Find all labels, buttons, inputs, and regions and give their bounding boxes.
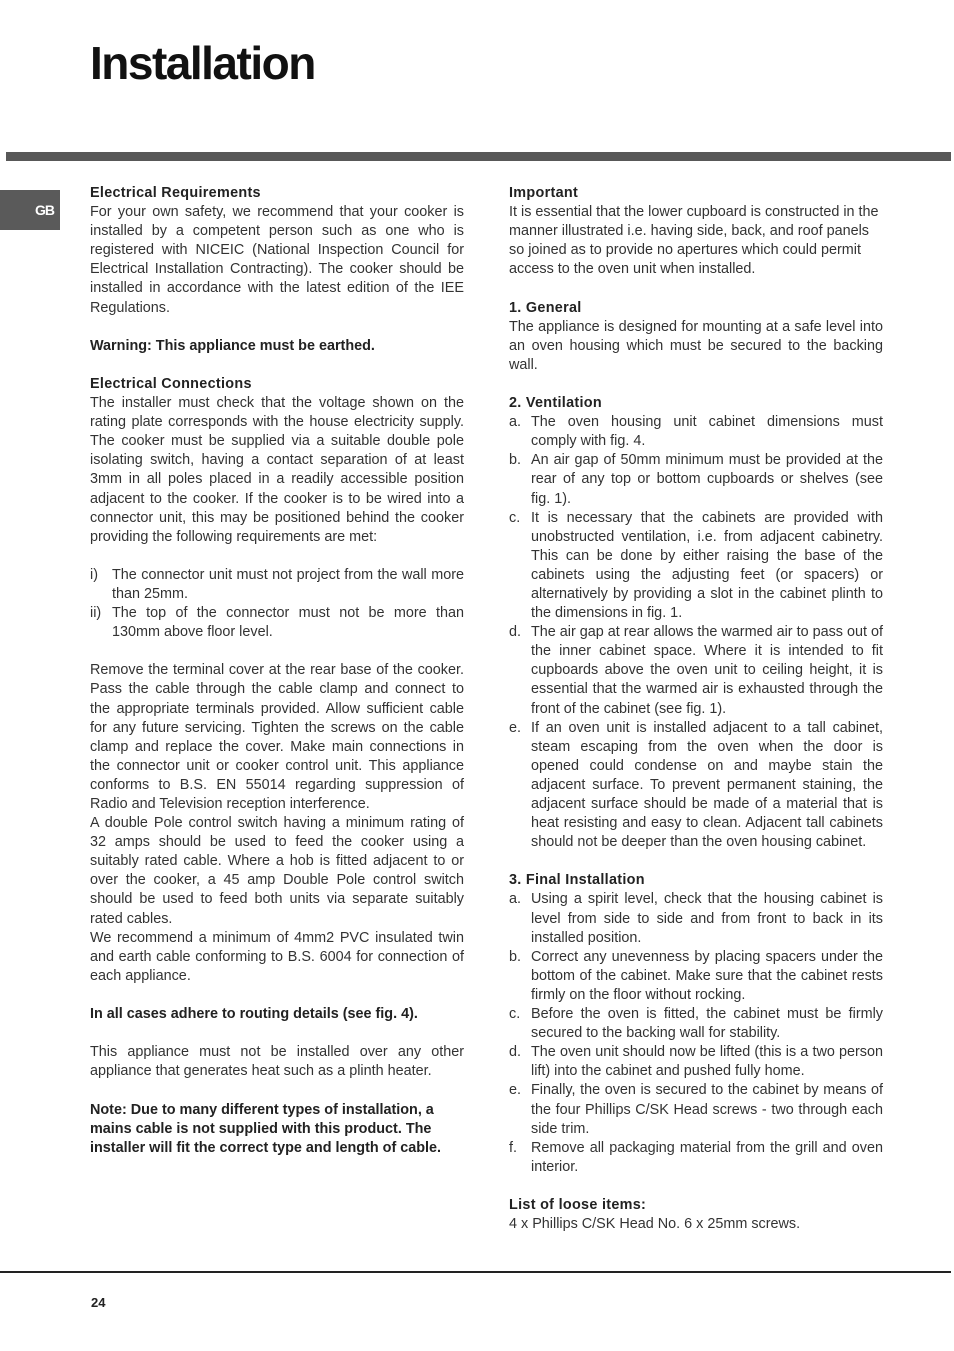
section-heading: 1. General [509, 299, 582, 316]
section-heading: Electrical Connections [90, 375, 252, 392]
section-heading: 2. Ventilation [509, 395, 602, 412]
list-marker: d. [509, 624, 522, 641]
important-section [509, 184, 883, 279]
list-item [509, 1081, 883, 1138]
list-item [509, 1139, 883, 1177]
list-item [509, 890, 883, 947]
section-heading: Important [509, 185, 579, 201]
loose-items-section [509, 1196, 883, 1234]
electrical-requirements-section [90, 184, 464, 318]
list-marker: d. [509, 1044, 522, 1061]
section-heading: 3. Final Installation [509, 872, 645, 889]
language-tab: GB [0, 190, 60, 230]
paragraph: We recommend a minimum of 4mm2 PVC insulated twin and earth cable conforming to B.S. 6004 for connection of each appliance. [90, 929, 464, 984]
paragraph: A double Pole control switch having a minimum rating of 32 amps should be used to feed the cooker using a suitably rated cable. Where a hob is fitted adjacent to or over the cooker, a 45 amp Double Pole control switch should be used to feed both units via separate suitably rated cables. [90, 815, 464, 927]
list-marker: f. [509, 1139, 517, 1156]
ventilation-section [509, 394, 883, 852]
right-column [509, 184, 883, 1253]
list-text: An air gap of 50mm minimum must be provided at the rear of any top or bottom cupboards or shelves (see fig. 1). [531, 452, 883, 507]
list-text: Remove all packaging material from the grill and oven interior. [531, 1139, 883, 1175]
list-text: The air gap at rear allows the warmed air to pass out of the inner cabinet space. Where it is intended to fit cupboards above the oven unit to ceiling height, it is essential that the warmed air is exhausted through the front of the cabinet (see fig. 1). [531, 624, 883, 717]
list-marker: b. [509, 948, 522, 965]
list-item [509, 1005, 883, 1043]
list-marker: b. [509, 452, 522, 469]
mains-cable-note: Note: Due to many different types of installation, a mains cable is not supplied with this product. The installer will fit the correct type and length of cable. [90, 1101, 442, 1156]
list-marker: e. [509, 1082, 522, 1099]
connector-requirements-list [90, 566, 464, 642]
final-installation-list [509, 890, 883, 1176]
paragraph: Remove the terminal cover at the rear base of the cooker. Pass the cable through the cable clamp and connect to the appropriate terminals provided. Allow sufficient cable for any future servicing. Tighten the screws on the cable clamp and replace the cover. Make main connections in the connector unit or cooker control unit. This appliance conforms to B.S. EN 55014 regarding suppression of Radio and Television reception interference. [90, 662, 464, 812]
list-item [509, 1043, 883, 1081]
list-text: The top of the connector must not be more than 130mm above floor level. [112, 605, 464, 641]
terminal-section [90, 661, 464, 986]
footer-divider [0, 1271, 951, 1273]
list-item [509, 509, 883, 624]
list-marker: c. [509, 1006, 521, 1023]
list-text: Correct any unevenness by placing spacers under the bottom of the cabinet. Make sure that the cabinet rests firmly on the floor without rocking. [531, 948, 883, 1003]
list-item [509, 719, 883, 853]
final-installation-section [509, 871, 883, 1177]
list-item [509, 948, 883, 1005]
list-marker: c. [509, 509, 521, 526]
paragraph: The appliance is designed for mounting at a safe level into an oven housing which must be secured to the backing wall. [509, 318, 883, 373]
list-text: Using a spirit level, check that the housing cabinet is level from side to side and from front to back in its installed position. [531, 891, 883, 946]
list-item [509, 451, 883, 508]
list-text: The oven housing unit cabinet dimensions must comply with fig. 4. [531, 414, 883, 450]
left-column [90, 184, 464, 1177]
ventilation-list [509, 413, 883, 852]
routing-note: In all cases adhere to routing details (see fig. 4). [90, 1006, 418, 1023]
list-text: The connector unit must not project from the wall more than 25mm. [112, 566, 464, 602]
list-marker: e. [509, 719, 522, 736]
list-item [90, 566, 464, 604]
list-marker: ii) [90, 605, 102, 622]
page-title: Installation [90, 37, 315, 89]
paragraph: For your own safety, we recommend that your cooker is installed by a competent person such as one who is registered with NICEIC (National Inspection Council for Electrical Installation Contracting). The cooker should be installed in accordance with the latest edition of the IEE Regulations. [90, 204, 464, 316]
paragraph: The installer must check that the voltage shown on the rating plate corresponds with the house electricity supply. The cooker must be supplied via a suitable double pole isolating switch, having a contact separation of at least 3mm in all poles placed in a readily accessible position adjacent to the cooker. If the cooker is to be wired into a connector unit, this may be positioned behind the cooker providing the following requirements are met: [90, 395, 464, 545]
paragraph: 4 x Phillips C/SK Head No. 6 x 25mm screws. [509, 1216, 801, 1233]
list-item [509, 413, 883, 451]
list-marker: a. [509, 414, 522, 431]
list-text: It is necessary that the cabinets are provided with unobstructed ventilation, i.e. from adjacent cabinetry. This can be done by either raising the base of the cabinets using the adjusting feet (or spacers) or alternatively by providing a slot in the cabinet plinth to the dimensions in fig. 1. [531, 509, 883, 622]
list-item [509, 623, 883, 718]
paragraph: It is essential that the lower cupboard is constructed in the manner illustrated i.e. having side, back, and roof panels so joined as to provide no apertures which could permit access to the oven unit when installed. [509, 204, 879, 278]
section-heading: Electrical Requirements [90, 185, 261, 201]
list-marker: a. [509, 891, 522, 908]
heat-appliance-note: This appliance must not be installed over any other appliance that generates heat such as a plinth heater. [90, 1044, 464, 1080]
general-section [509, 299, 883, 375]
list-text: Finally, the oven is secured to the cabinet by means of the four Phillips C/SK Head screws - two through each side trim. [531, 1082, 883, 1137]
earth-warning: Warning: This appliance must be earthed. [90, 337, 375, 354]
page-number: 24 [91, 1295, 106, 1310]
list-text: Before the oven is fitted, the cabinet must be firmly secured to the backing wall for stability. [531, 1006, 883, 1042]
list-text: If an oven unit is installed adjacent to a tall cabinet, steam escaping from the oven when the door is opened could condense on and maybe stain the adjacent surface. To prevent permanent staining, the adjacent surface should be made of a material that is heat resisting and easy to clean. Adjacent tall cabinets should not be deeper than the oven housing cabinet. [531, 719, 883, 851]
list-item [90, 604, 464, 642]
list-text: The oven unit should now be lifted (this is a two person lift) into the cabinet and pushed fully home. [531, 1044, 883, 1080]
list-marker: i) [90, 566, 98, 583]
section-heading: List of loose items: [509, 1196, 647, 1213]
header-divider [6, 152, 951, 161]
electrical-connections-section [90, 375, 464, 547]
